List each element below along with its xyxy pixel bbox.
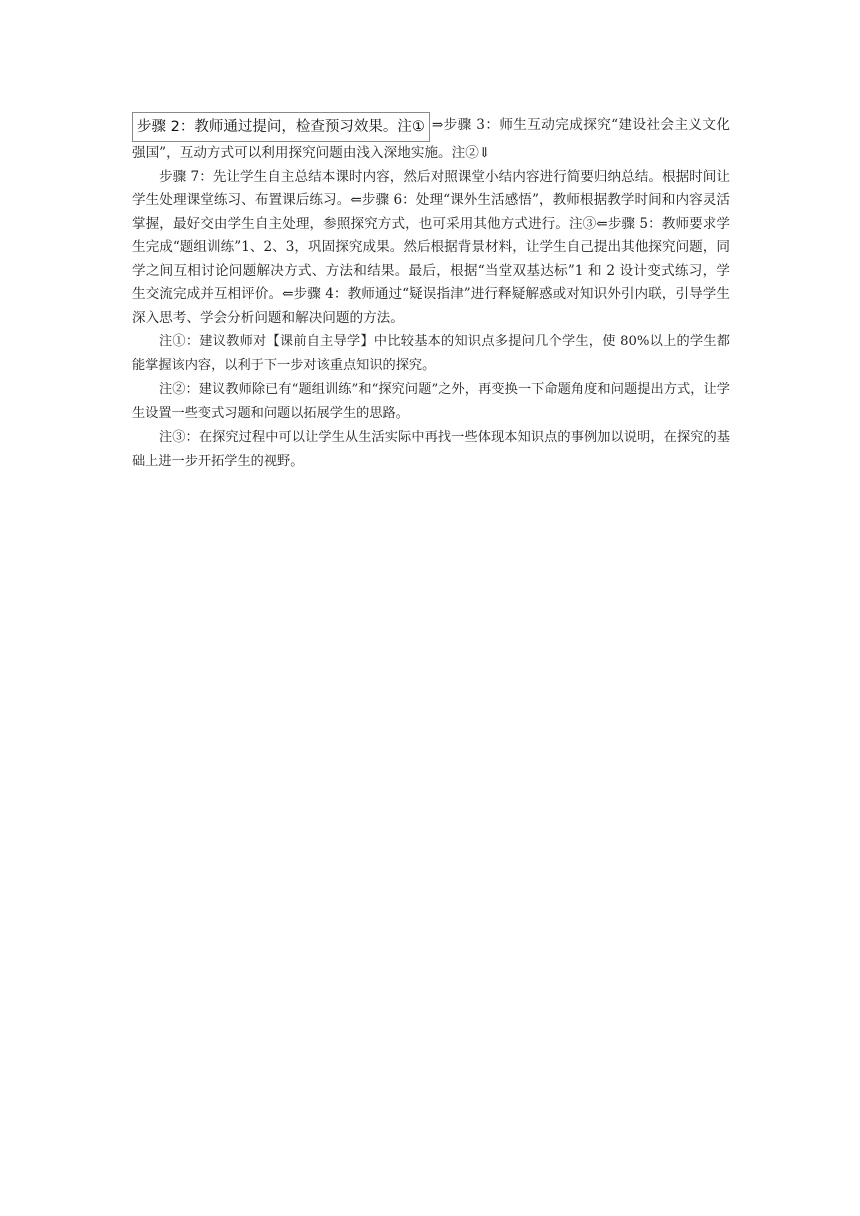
note-2: 注②：建议教师除已有“题组训练”和“探究问题”之外，再变换一下命题角度和问题提出方式，让学生设置一些变式习题和问题以拓展学生的思路。 — [132, 382, 730, 421]
step-3-text: ⇒步骤 3：师生互动完成探究“建设社会主义文化强国”，互动方式可以利用探究问题由浅入深地实施。注②⇓ — [132, 117, 730, 161]
note-3: 注③：在探究过程中可以让学生从生活实际中再找一些体现本知识点的事例加以说明，在探究的基础上进一步开拓学生的视野。 — [132, 430, 730, 469]
step-2-3-paragraph — [132, 112, 730, 166]
steps-4-7-paragraph: 步骤 7：先让学生自主总结本课时内容，然后对照课堂小结内容进行简要归纳总结。根据时间让学生处理课堂练习、布置课后练习。⇐步骤 6：处理“课外生活感悟”，教师根据教学时间和内容灵活掌握，最好交由学生自主处理，参照探究方式，也可采用其他方式进行。注③⇐步骤 5：教师要求学生完成“题组训练”1、2、3，巩固探究成果。然后根据背景材料，让学生自己提出其他探究问题，同学之间互相讨论问题解决方式、方法和结果。最后，根据“当堂双基达标”1 和 2 设计变式练习，学生交流完成并互相评价。⇐步骤 4：教师通过“疑误指津”进行释疑解惑或对知识外引内联，引导学生深入思考、学会分析问题和解决问题的方法。 — [132, 168, 730, 326]
note-1: 注①：建议教师对【课前自主导学】中比较基本的知识点多提问几个学生，使 80%以上的学生都能掌握该内容，以利于下一步对该重点知识的探究。 — [132, 334, 730, 373]
step-2-boxed-text: 步骤 2：教师通过提问，检查预习效果。注① — [132, 112, 430, 142]
document-page — [132, 112, 730, 474]
